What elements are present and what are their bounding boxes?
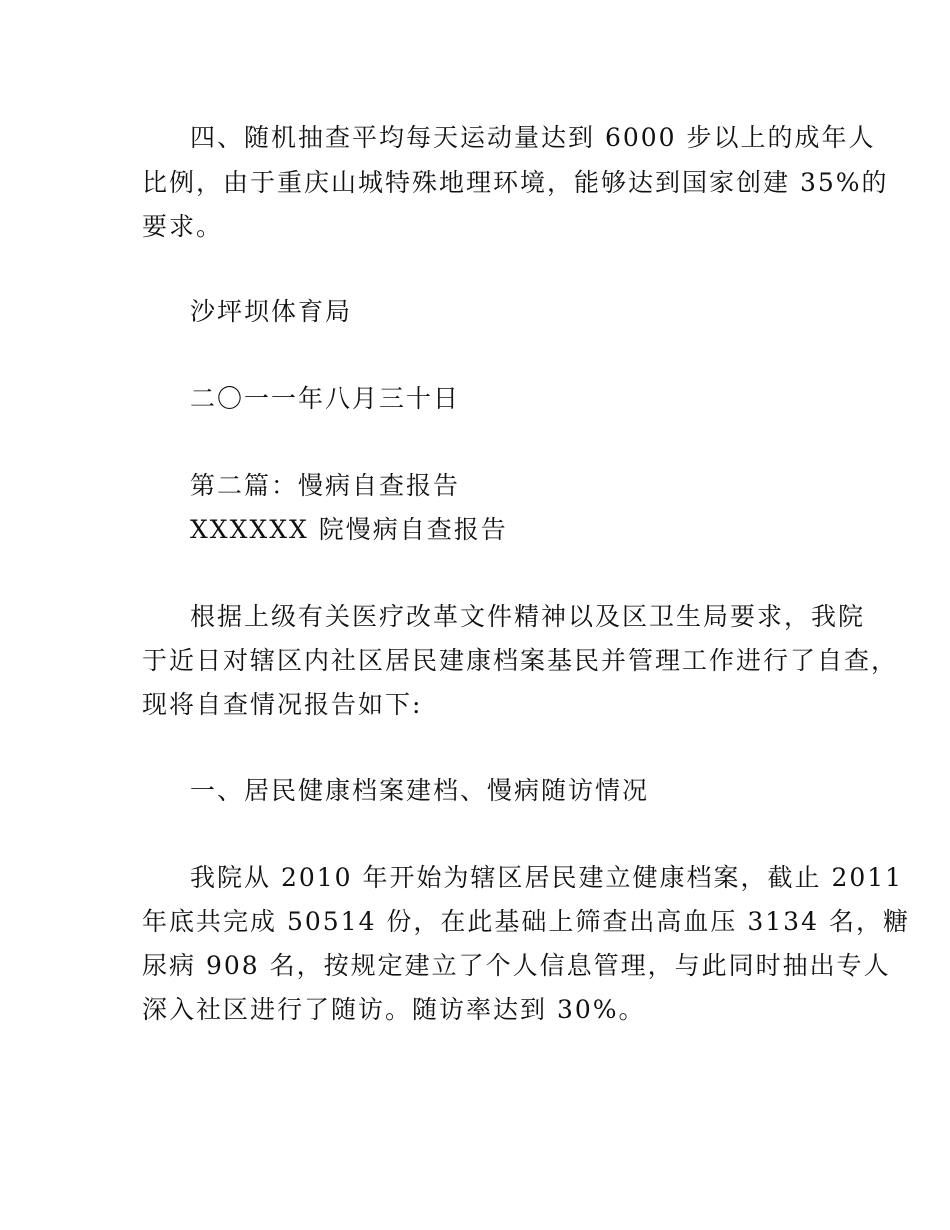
paragraph-line: 深入社区进行了随访。随访率达到 30%。 — [142, 995, 646, 1024]
section-heading: 第二篇：慢病自查报告 — [190, 471, 461, 500]
paragraph-line: 于近日对辖区内社区居民建康档案基民并管理工作进行了自查， — [142, 646, 899, 675]
subheading: 一、居民健康档案建档、慢病随访情况 — [190, 776, 650, 805]
paragraph-line: 尿病 908 名，按规定建立了个人信息管理，与此同时抽出专人 — [142, 951, 891, 980]
paragraph-line: 年底共完成 50514 份，在此基础上筛查出高血压 3134 名，糖 — [142, 907, 910, 936]
paragraph-line: 要求。 — [142, 212, 224, 241]
paragraph-line: 现将自查情况报告如下: — [142, 690, 423, 719]
paragraph-line: 我院从 2010 年开始为辖区居民建立健康档案，截止 2011 — [190, 863, 904, 892]
paragraph-line: 四、随机抽查平均每天运动量达到 6000 步以上的成年人 — [190, 123, 876, 152]
document-date: 二〇一一年八月三十日 — [190, 384, 461, 413]
organization-name: 沙坪坝体育局 — [190, 297, 353, 326]
paragraph-line: 根据上级有关医疗改革文件精神以及区卫生局要求，我院 — [190, 602, 866, 631]
report-title: XXXXXX 院慢病自查报告 — [190, 515, 508, 544]
paragraph-line: 比例，由于重庆山城特殊地理环境，能够达到国家创建 35%的 — [142, 168, 889, 197]
